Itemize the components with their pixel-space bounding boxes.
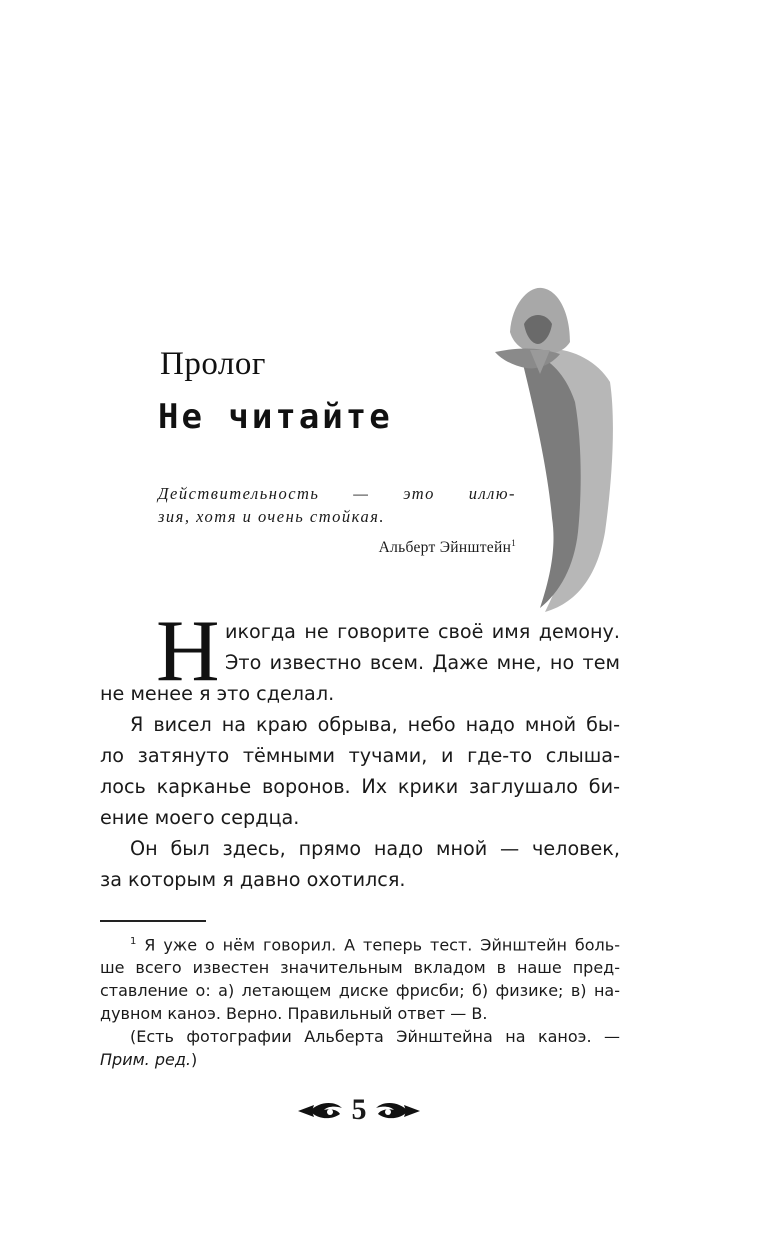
drop-cap: Н xyxy=(156,603,220,700)
paragraph xyxy=(100,833,620,895)
chapter-title: Не читайте xyxy=(158,397,393,437)
text-line: Я висел на краю обрыва, небо надо мной бы- xyxy=(130,713,620,736)
paragraph xyxy=(100,709,620,833)
text-line: Это известно всем. Даже мне, но тем xyxy=(225,651,620,674)
footnote-line: ше всего известен значительным вкладом в наше пред- xyxy=(100,958,620,978)
footnote-line: дувном каноэ. Верно. Правильный ответ — В. xyxy=(100,1004,488,1024)
footnote-tail: ) xyxy=(190,1050,198,1070)
footnote-line xyxy=(100,1048,620,1071)
epigraph-line-2: зия, хотя и очень стойкая. xyxy=(158,507,385,526)
footnote xyxy=(100,930,620,1071)
text-line: икогда не говорите своё имя демону. xyxy=(225,620,620,643)
hooded-figure-illustration xyxy=(490,282,620,614)
footnote-marker: 1 xyxy=(130,936,137,947)
page-number: 5 xyxy=(351,1093,367,1126)
footnote-line: ставление о: а) летающем диске фрисби; б) физике; в) на- xyxy=(100,981,620,1001)
epigraph-line: Действительность — это иллю- xyxy=(158,484,516,503)
epigraph-author-name: Альберт Эйнштейн xyxy=(378,539,512,557)
text-line: ло затянуто тёмными тучами, и где-то слыша- xyxy=(100,744,620,767)
footnote-line: (Есть фотографии Альберта Эйнштейна на каноэ. — xyxy=(130,1027,620,1047)
footnote-divider xyxy=(100,920,206,922)
text-line: Он был здесь, прямо надо мной — человек, xyxy=(130,837,620,860)
text-line: за которым я давно охотился. xyxy=(100,868,406,891)
footnote-line xyxy=(100,930,620,956)
text-line: ение моего сердца. xyxy=(100,806,300,829)
footnote-text: Я уже о нём говорил. А теперь тест. Эйнштейн боль- xyxy=(144,935,620,955)
footnote-reference: 1 xyxy=(511,538,516,548)
paragraph xyxy=(100,603,620,709)
text-line: не менее я это сделал. xyxy=(100,682,335,705)
epigraph-author xyxy=(379,538,516,557)
prologue-label: Пролог xyxy=(160,346,266,382)
editor-note: Прим. ред. xyxy=(100,1050,191,1070)
main-text xyxy=(100,603,620,895)
epigraph-line xyxy=(158,505,516,528)
page-number-ornament xyxy=(296,1094,422,1128)
epigraph xyxy=(158,482,516,528)
text-line: лось карканье воронов. Их крики заглушало би- xyxy=(100,775,620,798)
